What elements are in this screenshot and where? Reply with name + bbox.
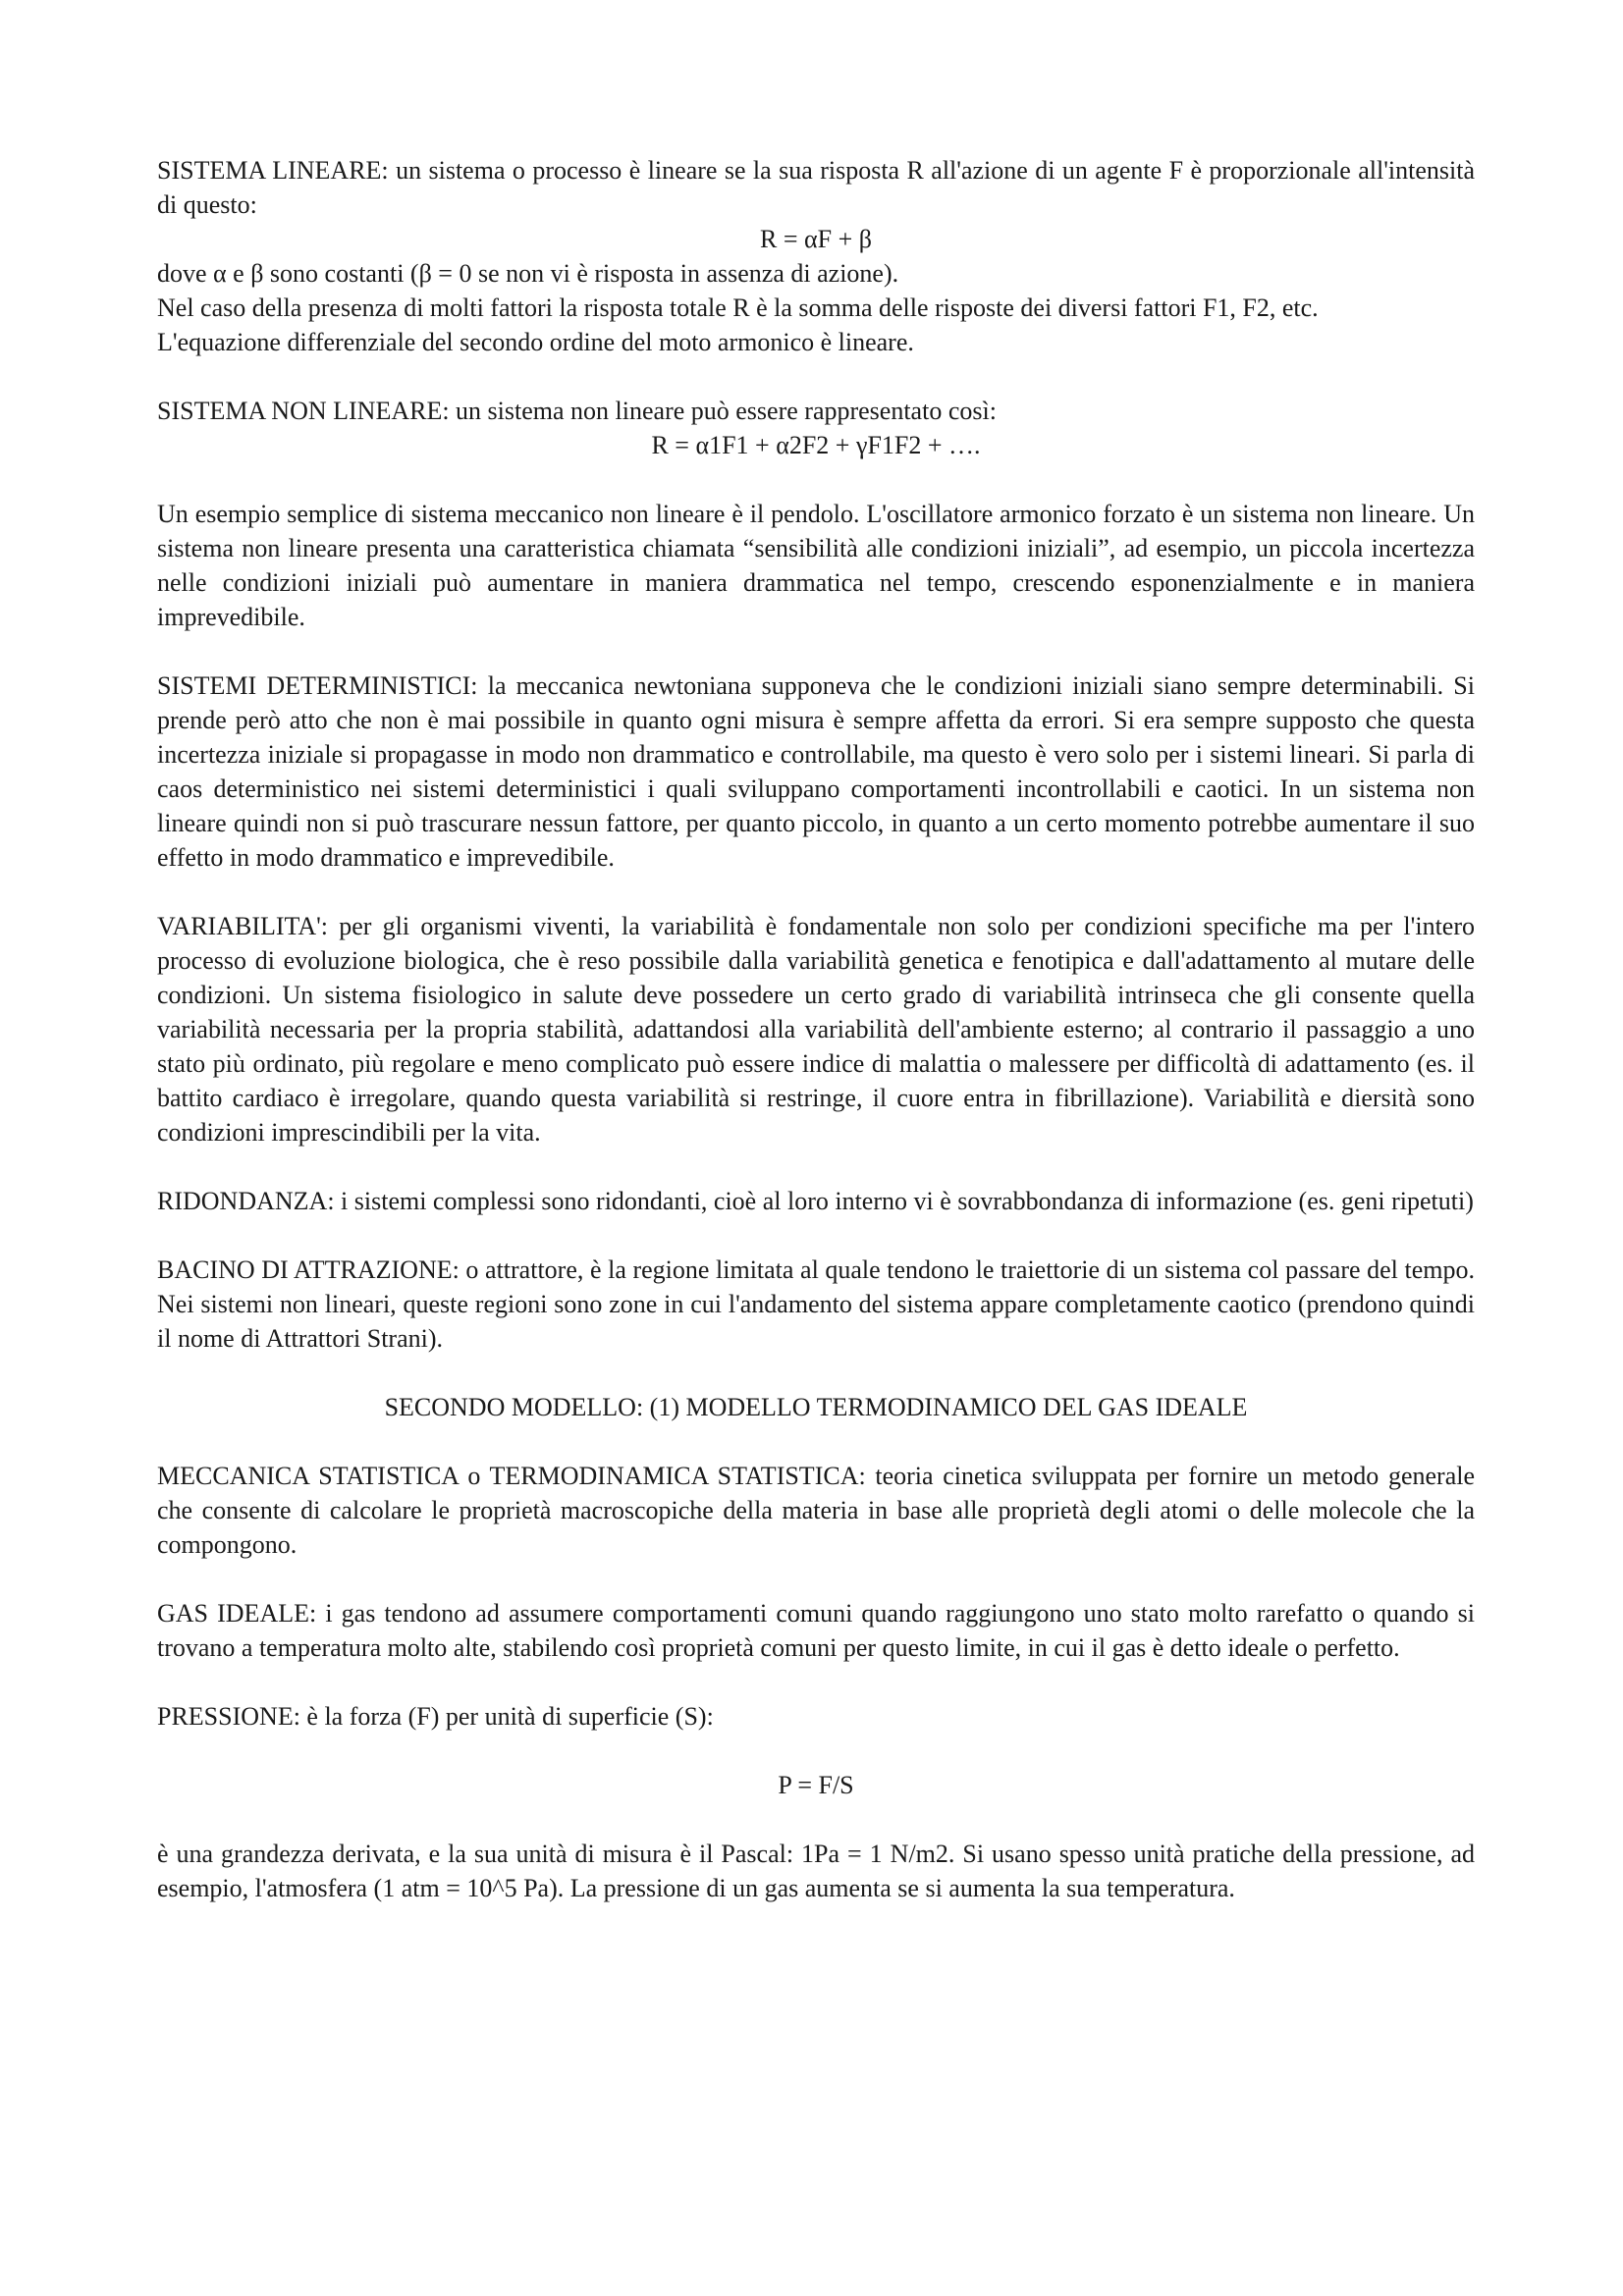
sistema-lineare-costanti: dove α e β sono costanti (β = 0 se non vi è risposta in assenza di azione). [157, 259, 899, 288]
ridondanza-paragraph: RIDONDANZA: i sistemi complessi sono ridondanti, cioè al loro interno vi è sovrabbondanza di informazione (es. geni ripetuti) [157, 1187, 1474, 1215]
spacer [157, 359, 1475, 394]
pressione-intro: PRESSIONE: è la forza (F) per unità di superficie (S): [157, 1702, 714, 1731]
document-page [157, 153, 1475, 1905]
sistema-lineare-moto-armonico: L'equazione differenziale del secondo ordine del moto armonico è lineare. [157, 328, 914, 356]
non-lineare-esempio-paragraph: Un esempio semplice di sistema meccanico non lineare è il pendolo. L'oscillatore armonico forzato è un sistema non lineare. Un sistema non lineare presenta una caratteristica chiamata “sensibilità alle condizioni iniziali”, ad esempio, un piccola incertezza nelle condizioni iniziali può aumentare in maniera drammatica nel tempo, crescendo esponenzialmente e in maniera imprevedibile. [157, 500, 1475, 631]
sistemi-deterministici-paragraph: SISTEMI DETERMINISTICI: la meccanica newtoniana supponeva che le condizioni iniziali siano sempre determinabili. Si prende però atto che non è mai possibile in quanto ogni misura è sempre affetta da errori. Si era sempre supposto che questa incertezza iniziale si propagasse in modo non drammatico e controllabile, ma questo è vero solo per i sistemi lineari. Si parla di caos deterministico nei sistemi deterministici i quali sviluppano comportamenti incontrollabili e caotici. In un sistema non lineare quindi non si può trascurare nessun fattore, per quanto piccolo, in quanto a un certo momento potrebbe aumentare il suo effetto in modo drammatico e imprevedibile. [157, 671, 1475, 872]
spacer [157, 1149, 1475, 1184]
gas-ideale-paragraph: GAS IDEALE: i gas tendono ad assumere comportamenti comuni quando raggiungono uno stato molto rarefatto o quando si trovano a temperatura molto alte, stabilendo così proprietà comuni per questo limite, in cui il gas è detto ideale o perfetto. [157, 1599, 1475, 1662]
sistema-non-lineare-intro: SISTEMA NON LINEARE: un sistema non lineare può essere rappresentato così: [157, 397, 997, 425]
formula-pressione: P = F/S [778, 1771, 854, 1799]
spacer [157, 875, 1475, 909]
spacer [157, 1665, 1475, 1699]
formula-lineare: R = αF + β [760, 225, 872, 253]
spacer [157, 1734, 1475, 1768]
bacino-attrazione-paragraph: BACINO DI ATTRAZIONE: o attrattore, è la regione limitata al quale tendono le traiettorie di un sistema col passare del tempo. Nei sistemi non lineari, queste regioni sono zone in cui l'andamento del sistema appare completamente caotico (prendono quindi il nome di Attrattori Strani). [157, 1255, 1475, 1353]
formula-non-lineare: R = α1F1 + α2F2 + γF1F2 + …. [651, 431, 981, 459]
meccanica-statistica-paragraph: MECCANICA STATISTICA o TERMODINAMICA STATISTICA: teoria cinetica sviluppata per fornire un metodo generale che consente di calcolare le proprietà macroscopiche della materia in base alle proprietà degli atomi o delle molecole che la compongono. [157, 1462, 1475, 1559]
sistema-lineare-intro: SISTEMA LINEARE: un sistema o processo è lineare se la sua risposta R all'azione di un agente F è proporzionale all'intensità di questo: [157, 156, 1475, 219]
spacer [157, 1802, 1475, 1837]
sistema-lineare-fattori: Nel caso della presenza di molti fattori la risposta totale R è la somma delle risposte dei diversi fattori F1, F2, etc. [157, 294, 1319, 322]
pressione-body-paragraph: è una grandezza derivata, e la sua unità di misura è il Pascal: 1Pa = 1 N/m2. Si usano spesso unità pratiche della pressione, ad esempio, l'atmosfera (1 atm = 10^5 Pa). La pressione di un gas aumenta se si aumenta la sua temperatura. [157, 1840, 1475, 1902]
spacer [157, 634, 1475, 668]
spacer [157, 1562, 1475, 1596]
section-heading: SECONDO MODELLO: (1) MODELLO TERMODINAMICO DEL GAS IDEALE [384, 1393, 1248, 1421]
spacer [157, 1356, 1475, 1390]
spacer [157, 1218, 1475, 1253]
variabilita-paragraph: VARIABILITA': per gli organismi viventi, la variabilità è fondamentale non solo per condizioni specifiche ma per l'intero processo di evoluzione biologica, che è reso possibile dalla variabilità genetica e fenotipica e dall'adattamento al mutare delle condizioni. Un sistema fisiologico in salute deve possedere un certo grado di variabilità intrinseca che gli consente quella variabilità necessaria per la propria stabilità, adattandosi alla variabilità dell'ambiente esterno; al contrario il passaggio a uno stato più ordinato, più regolare e meno complicato può essere indice di malattia o malessere per difficoltà di adattamento (es. il battito cardiaco è irregolare, quando questa variabilità si restringe, il cuore entra in fibrillazione). Variabilità e diersità sono condizioni imprescindibili per la vita. [157, 912, 1475, 1147]
spacer [157, 1424, 1475, 1459]
spacer [157, 462, 1475, 497]
